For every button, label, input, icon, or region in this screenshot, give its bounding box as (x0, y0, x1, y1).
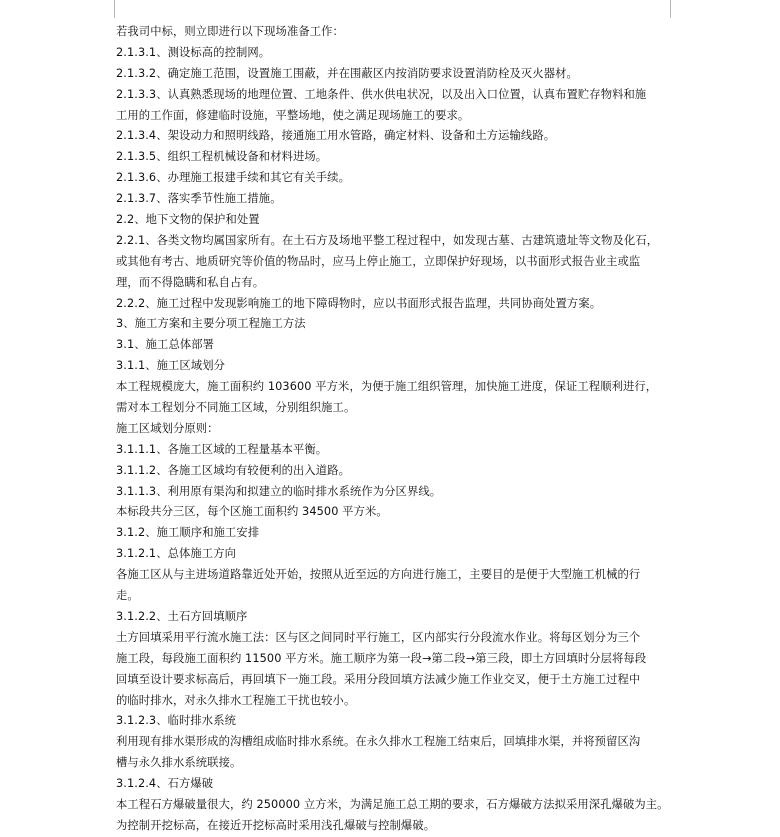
text-line: 3.1.2.2、土石方回填顺序 (116, 609, 248, 623)
text-line: 施工区域划分原则： (116, 421, 219, 435)
text-line: 2.1.3.4、架设动力和照明线路，接通施工用水管路，确定材料、设备和土方运输线路。 (116, 129, 556, 143)
text-line: 3.1.2.1、总体施工方向 (116, 547, 237, 561)
text-line: 3、施工方案和主要分项工程施工方法 (116, 317, 306, 331)
text-line: 利用现有排水渠形成的沟槽组成临时排水系统。在永久排水工程施工结束后，回填排水渠，并将预留区沟 (116, 735, 641, 749)
text-line: 回填至设计要求标高后，再回填下一施工段。采用分段回填方法减少施工作业交叉，便于土方施工过程中 (116, 672, 641, 686)
text-line: 2.1.3.7、落实季节性施工措施。 (116, 192, 282, 206)
text-line: 为控制开挖标高，在接近开挖标高时采用浅孔爆破与控制爆破。 (116, 818, 436, 832)
text-line: 施工段，每段施工面积约 11500 平方米。施工顺序为第一段→第二段→第三段，即土方回填时分层将每段 (116, 651, 647, 665)
text-line: 本工程石方爆破量很大，约 250000 立方米，为满足施工总工期的要求，石方爆破方法拟采用深孔爆破为主。 (116, 797, 669, 811)
text-line: 3.1.1.1、各施工区域的工程量基本平衡。 (116, 442, 328, 456)
text-line: 2.2.1、各类文物均属国家所有。在土石方及场地平整工程过程中，如发现古墓、古建筑遗址等文物及化石， (116, 233, 659, 247)
text-line: 工用的工作面，修建临时设施，平整场地，使之满足现场施工的要求。 (116, 108, 470, 122)
text-line: 2.1.3.6、办理施工报建手续和其它有关手续。 (116, 171, 350, 185)
text-line: 土方回填采用平行流水施工法：区与区之间同时平行施工，区内部实行分段流水作业。将每区划分为三个 (116, 630, 641, 644)
text-line: 3.1.1、施工区域划分 (116, 359, 226, 373)
text-line: 3.1.2、施工顺序和施工安排 (116, 526, 260, 540)
text-line: 3.1.1.2、各施工区域均有较便利的出入道路。 (116, 463, 350, 477)
text-line: 理，而不得隐瞒和私自占有。 (116, 275, 265, 289)
text-line: 若我司中标，则立即进行以下现场准备工作： (116, 25, 344, 38)
text-line: 3.1.2.3、临时排水系统 (116, 714, 237, 728)
text-line: 本工程规模庞大，施工面积约 103600 平方米，为便于施工组织管理，加快施工进度，保证工程顺利进行， (116, 380, 658, 394)
text-line: 2.1.3.2、确定施工范围，设置施工围蔽，并在围蔽区内按消防要求设置消防栓及灭火器材。 (116, 66, 578, 80)
text-line: 2.2、地下文物的保护和处置 (116, 213, 260, 227)
text-line: 本标段共分三区，每个区施工面积约 34500 平方米。 (116, 505, 388, 519)
text-line: 的临时排水，对永久排水工程施工干扰也较小。 (116, 693, 356, 707)
text-line: 2.1.3.3、认真熟悉现场的地理位置、工地条件、供水供电状况，以及出入口位置，认真布置贮存物料和施 (116, 87, 647, 101)
document-body (116, 22, 672, 837)
text-line: 或其他有考古、地质研究等价值的物品时，应马上停止施工，立即保护好现场，以书面形式报告业主或监 (116, 254, 641, 268)
text-line: 槽与永久排水系统联接。 (116, 756, 242, 770)
text-line: 走。 (116, 589, 139, 603)
crop-mark-top-right (670, 0, 689, 18)
text-line: 2.1.3.5、组织工程机械设备和材料进场。 (116, 150, 328, 164)
text-line: 需对本工程划分不同施工区域，分别组织施工。 (116, 401, 356, 415)
text-line: 3.1、施工总体部署 (116, 338, 215, 352)
text-line: 2.1.3.1、测设标高的控制网。 (116, 45, 271, 59)
text-line: 3.1.2.4、石方爆破 (116, 777, 214, 791)
text-line: 2.2.2、施工过程中发现影响施工的地下障碍物时，应以书面形式报告监理，共同协商处置方案。 (116, 296, 602, 310)
crop-mark-top-left (96, 0, 115, 18)
text-line: 3.1.1.3、利用原有渠沟和拟建立的临时排水系统作为分区界线。 (116, 484, 442, 498)
text-line: 各施工区从与主进场道路靠近处开始，按照从近至远的方向进行施工，主要目的是便于大型施工机械的行 (116, 568, 641, 582)
